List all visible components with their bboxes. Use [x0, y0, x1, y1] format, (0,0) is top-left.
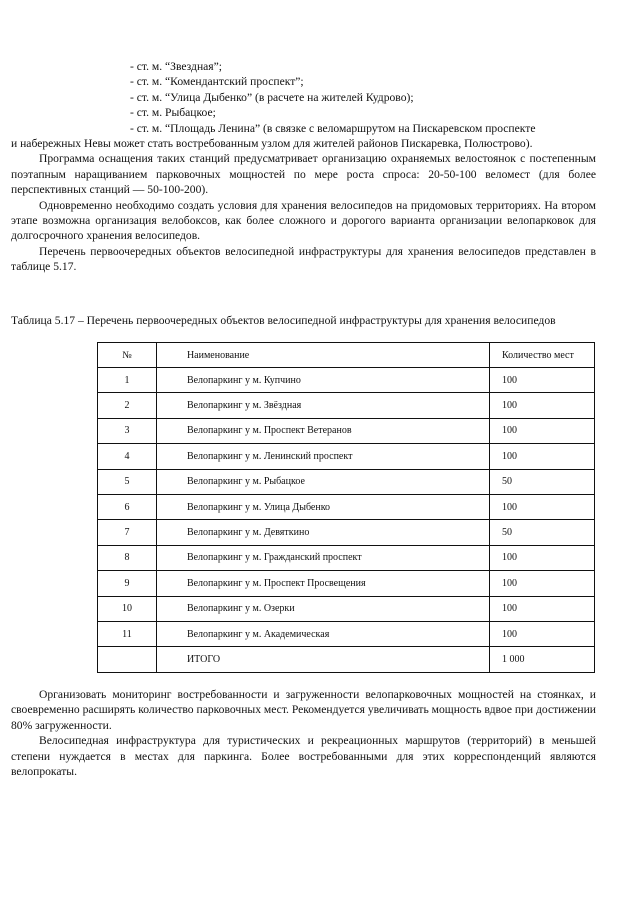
cell-number: 1	[98, 368, 157, 393]
cell-number-empty	[98, 647, 157, 672]
cell-capacity: 100	[489, 444, 594, 469]
cell-name: Велопаркинг у м. Гражданский проспект	[156, 545, 489, 570]
bike-parking-table	[97, 342, 595, 673]
cell-name: Велопаркинг у м. Купчино	[156, 368, 489, 393]
cell-capacity: 100	[489, 545, 594, 570]
station-list-item: - ст. м. “Звездная”;	[130, 60, 222, 73]
table-caption: Таблица 5.17 – Перечень первоочередных объектов велосипедной инфраструктуры для хранения велосипедов	[11, 314, 556, 327]
cell-capacity: 100	[489, 571, 594, 596]
cell-number: 4	[98, 444, 157, 469]
cell-name: Велопаркинг у м. Звёздная	[156, 393, 489, 418]
paragraph-storage-conditions: Одновременно необходимо создать условия для хранения велосипедов на придомовых территориях. На втором этапе возможна организация велобоксов, как более сложного и дорогого варианта организации велопарковок для долгосрочного хранения велосипедов.	[11, 198, 596, 243]
station-list-item: - ст. м. “Комендантский проспект”;	[130, 75, 304, 89]
table-row	[98, 444, 595, 469]
cell-number: 11	[98, 621, 157, 646]
cell-capacity: 50	[489, 520, 594, 545]
total-value: 1 000	[489, 647, 594, 672]
cell-number: 2	[98, 393, 157, 418]
station-list-item: - ст. м. “Площадь Ленина” (в связке с веломаршрутом на Пискаревском проспекте	[130, 121, 536, 135]
cell-capacity: 100	[489, 494, 594, 519]
table-row	[98, 494, 595, 519]
cell-name: Велопаркинг у м. Ленинский проспект	[156, 444, 489, 469]
cell-name: Велопаркинг у м. Озерки	[156, 596, 489, 621]
total-label: ИТОГО	[156, 647, 489, 672]
cell-name: Велопаркинг у м. Рыбацкое	[156, 469, 489, 494]
cell-capacity: 100	[489, 418, 594, 443]
header-capacity: Количество мест	[489, 343, 594, 368]
table-row	[98, 393, 595, 418]
cell-number: 3	[98, 418, 157, 443]
paragraph-table-reference: Перечень первоочередных объектов велосипедной инфраструктуры для хранения велосипедов представлен в таблице 5.17.	[11, 244, 596, 274]
paragraph-tourist-infrastructure: Велосипедная инфраструктура для туристических и рекреационных маршрутов (территорий) в меньшей степени нуждается в местах для паркинга. Более востребованными для этих корреспонденций являются велопрокаты.	[11, 734, 596, 779]
table-row	[98, 596, 595, 621]
table-row	[98, 418, 595, 443]
cell-name: Велопаркинг у м. Проспект Ветеранов	[156, 418, 489, 443]
cell-number: 8	[98, 545, 157, 570]
cell-capacity: 100	[489, 368, 594, 393]
paragraph-monitoring: Организовать мониторинг востребованности и загруженности велопарковочных мощностей на стоянках, и своевременно расширять количество парковочных мест. Рекомендуется увеличивать мощность вдвое при достижении 80% загруженности.	[11, 688, 596, 732]
table-row	[98, 571, 595, 596]
cell-capacity: 100	[489, 621, 594, 646]
cell-number: 5	[98, 469, 157, 494]
header-number: №	[98, 343, 157, 368]
post-table-section	[11, 687, 596, 779]
table-row	[98, 469, 595, 494]
table-row	[98, 520, 595, 545]
cell-number: 6	[98, 494, 157, 519]
table-row	[98, 545, 595, 570]
cell-name: Велопаркинг у м. Улица Дыбенко	[156, 494, 489, 519]
cell-name: Велопаркинг у м. Проспект Просвещения	[156, 571, 489, 596]
cell-number: 9	[98, 571, 157, 596]
cell-capacity: 50	[489, 469, 594, 494]
station-list-item: - ст. м. “Улица Дыбенко” (в расчете на жителей Кудрово);	[130, 90, 414, 104]
intro-section	[11, 59, 596, 275]
cell-number: 7	[98, 520, 157, 545]
list-continuation: и набережных Невы может стать востребованным узлом для жителей районов Пискаревка, Полюстрово).	[11, 137, 533, 151]
cell-name: Велопаркинг у м. Девяткино	[156, 520, 489, 545]
cell-capacity: 100	[489, 596, 594, 621]
table-total-row	[98, 647, 595, 672]
table-row	[98, 368, 595, 393]
table-header-row	[98, 343, 595, 368]
header-name: Наименование	[156, 343, 489, 368]
cell-name: Велопаркинг у м. Академическая	[156, 621, 489, 646]
cell-number: 10	[98, 596, 157, 621]
paragraph-station-program: Программа оснащения таких станций предусматривает организацию охраняемых велостоянок с постепенным поэтапным наращиванием парковочных мощностей по мере роста спроса: 20-50-100 веломест (для более перспективных станций — 50-100-200).	[11, 152, 596, 197]
station-list-item: - ст. м. Рыбацкое;	[130, 106, 216, 120]
cell-capacity: 100	[489, 393, 594, 418]
table-row	[98, 621, 595, 646]
